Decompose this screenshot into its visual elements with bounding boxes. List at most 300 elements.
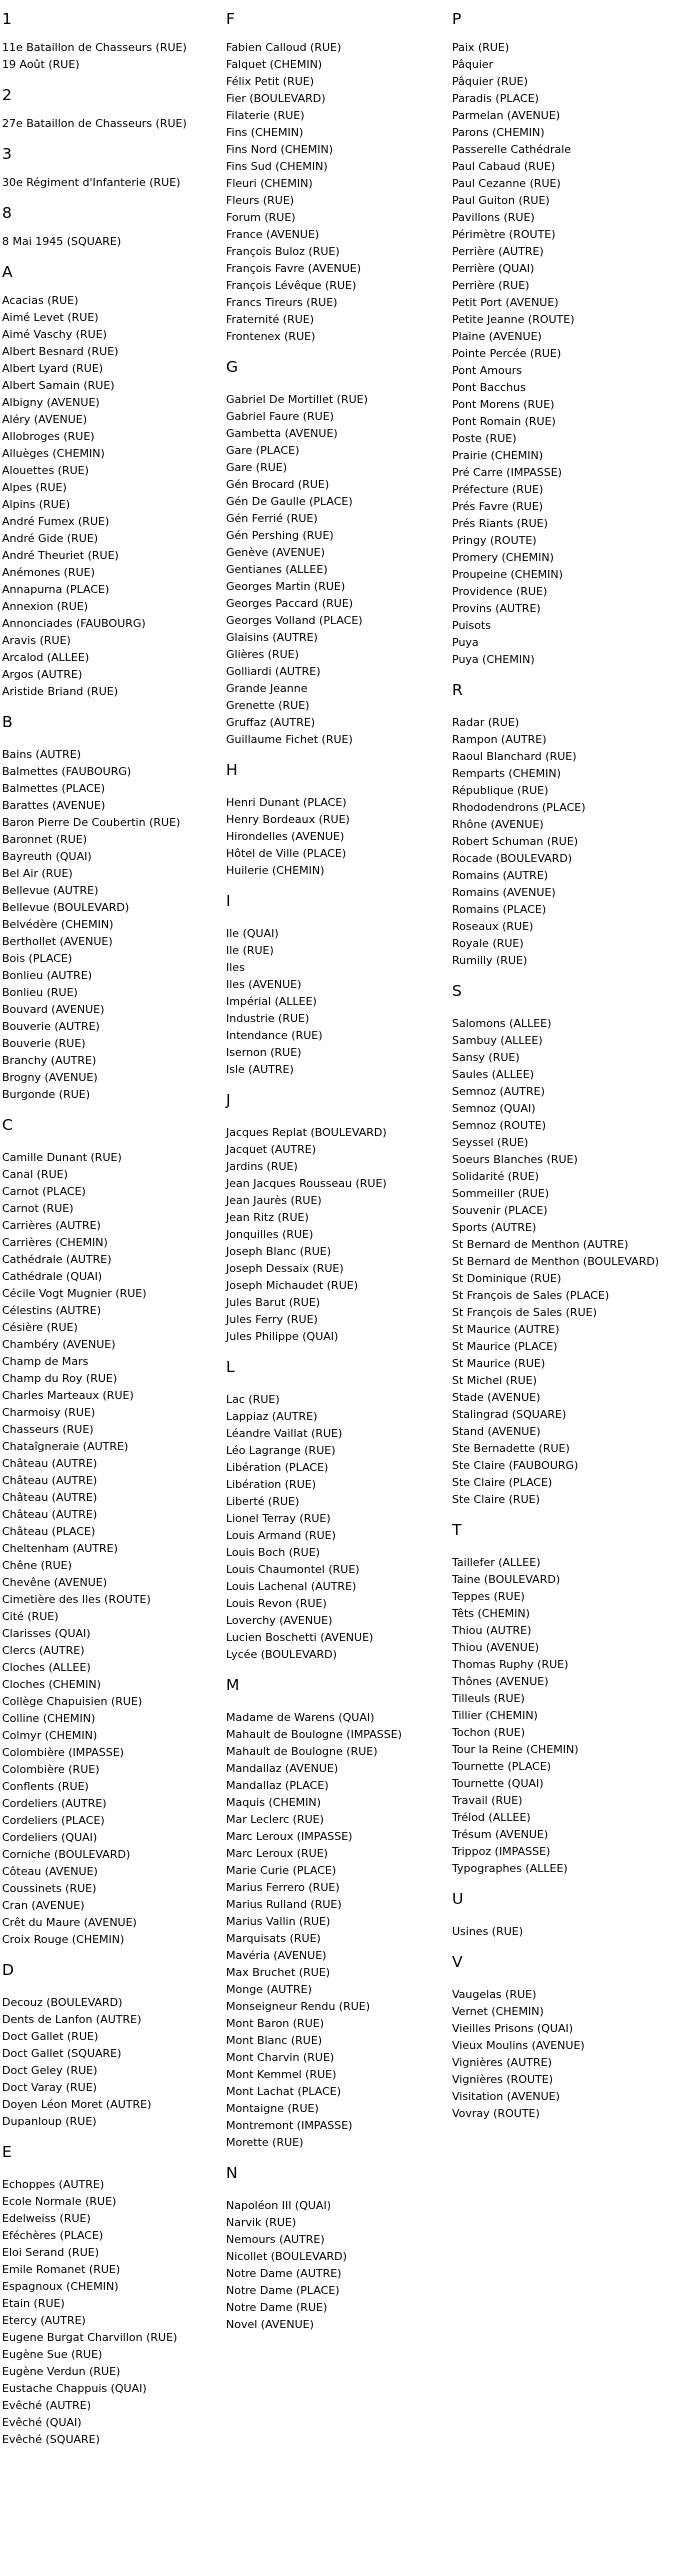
street-link[interactable]: Joseph Blanc (RUE) (226, 1245, 332, 1258)
street-link[interactable]: St Bernard de Menthon (BOULEVARD) (452, 1255, 660, 1268)
street-link[interactable]: Berthollet (AVENUE) (2, 935, 113, 948)
street-link[interactable]: Plaine (AVENUE) (452, 330, 542, 343)
street-link[interactable]: Bouverie (AUTRE) (2, 1020, 100, 1033)
street-link[interactable]: Bellevue (AUTRE) (2, 884, 99, 897)
street-link[interactable]: Rhône (AVENUE) (452, 818, 544, 831)
street-link[interactable]: André Gide (RUE) (2, 532, 99, 545)
street-link[interactable]: Eféchères (PLACE) (2, 2229, 104, 2242)
street-link[interactable]: Espagnoux (CHEMIN) (2, 2280, 119, 2293)
street-link[interactable]: Pont Romain (RUE) (452, 415, 556, 428)
street-link[interactable]: Semnoz (ROUTE) (452, 1119, 547, 1132)
street-link[interactable]: Montremont (IMPASSE) (226, 2119, 353, 2132)
street-link[interactable]: Rocade (BOULEVARD) (452, 852, 573, 865)
street-link[interactable]: Perrière (AUTRE) (452, 245, 544, 258)
street-link[interactable]: Louis Revon (RUE) (226, 1597, 327, 1610)
street-link[interactable]: France (AVENUE) (226, 228, 320, 241)
street-link[interactable]: Doct Geley (RUE) (2, 2064, 98, 2077)
street-link[interactable]: Marc Leroux (RUE) (226, 1847, 328, 1860)
street-link[interactable]: Promery (CHEMIN) (452, 551, 554, 564)
street-link[interactable]: Georges Volland (PLACE) (226, 614, 363, 627)
street-link[interactable]: Jean Ritz (RUE) (226, 1211, 309, 1224)
street-link[interactable]: Allobroges (RUE) (2, 430, 95, 443)
street-link[interactable]: Césière (RUE) (2, 1321, 78, 1334)
street-link[interactable]: St Michel (RUE) (452, 1374, 537, 1387)
street-link[interactable]: Decouz (BOULEVARD) (2, 1996, 123, 2009)
street-link[interactable]: Jardins (RUE) (226, 1160, 298, 1173)
street-link[interactable]: Sports (AUTRE) (452, 1221, 537, 1234)
street-link[interactable]: Lucien Boschetti (AVENUE) (226, 1631, 374, 1644)
street-link[interactable]: Hôtel de Ville (PLACE) (226, 847, 347, 860)
street-link[interactable]: Pointe Percée (RUE) (452, 347, 562, 360)
street-link[interactable]: Lac (RUE) (226, 1393, 280, 1406)
street-link[interactable]: Château (AUTRE) (2, 1474, 98, 1487)
street-link[interactable]: Alpes (RUE) (2, 481, 67, 494)
street-link[interactable]: Rumilly (RUE) (452, 954, 528, 967)
street-link[interactable]: Louis Boch (RUE) (226, 1546, 320, 1559)
street-link[interactable]: St Dominique (RUE) (452, 1272, 562, 1285)
street-link[interactable]: Barattes (AVENUE) (2, 799, 106, 812)
street-link[interactable]: Isernon (RUE) (226, 1046, 302, 1059)
street-link[interactable]: Louis Armand (RUE) (226, 1529, 336, 1542)
street-link[interactable]: 19 Août (RUE) (2, 58, 80, 71)
street-link[interactable]: Thiou (AVENUE) (452, 1641, 540, 1654)
street-link[interactable]: Intendance (RUE) (226, 1029, 323, 1042)
street-link[interactable]: Georges Paccard (RUE) (226, 597, 354, 610)
street-link[interactable]: Thomas Ruphy (RUE) (452, 1658, 569, 1671)
street-link[interactable]: Genève (AVENUE) (226, 546, 325, 559)
street-link[interactable]: Ecole Normale (RUE) (2, 2195, 117, 2208)
street-link[interactable]: Colombière (IMPASSE) (2, 1746, 124, 1759)
street-link[interactable]: Parmelan (AVENUE) (452, 109, 561, 122)
street-link[interactable]: Nicollet (BOULEVARD) (226, 2250, 347, 2263)
street-link[interactable]: Prés Riants (RUE) (452, 517, 548, 530)
street-link[interactable]: Francs Tireurs (RUE) (226, 296, 338, 309)
street-link[interactable]: Fier (BOULEVARD) (226, 92, 326, 105)
street-link[interactable]: Gare (PLACE) (226, 444, 300, 457)
street-link[interactable]: Trélod (ALLEE) (452, 1811, 531, 1824)
street-link[interactable]: Jean Jaurès (RUE) (226, 1194, 322, 1207)
street-link[interactable]: Corniche (BOULEVARD) (2, 1848, 131, 1861)
street-link[interactable]: Gambetta (AVENUE) (226, 427, 338, 440)
street-link[interactable]: Loverchy (AVENUE) (226, 1614, 333, 1627)
street-link[interactable]: Prés Favre (RUE) (452, 500, 544, 513)
street-link[interactable]: Aravis (RUE) (2, 634, 71, 647)
street-link[interactable]: Eugène Verdun (RUE) (2, 2365, 121, 2378)
street-link[interactable]: Anémones (RUE) (2, 566, 95, 579)
street-link[interactable]: Solidarité (RUE) (452, 1170, 539, 1183)
street-link[interactable]: Fleuri (CHEMIN) (226, 177, 313, 190)
street-link[interactable]: St Bernard de Menthon (AUTRE) (452, 1238, 629, 1251)
street-link[interactable]: Vernet (CHEMIN) (452, 2005, 544, 2018)
street-link[interactable]: Cordeliers (PLACE) (2, 1814, 105, 1827)
street-link[interactable]: Prairie (CHEMIN) (452, 449, 544, 462)
street-link[interactable]: Puya (CHEMIN) (452, 653, 535, 666)
street-link[interactable]: Visitation (AVENUE) (452, 2090, 560, 2103)
street-link[interactable]: Salomons (ALLEE) (452, 1017, 552, 1030)
street-link[interactable]: Louis Chaumontel (RUE) (226, 1563, 360, 1576)
street-link[interactable]: Industrie (RUE) (226, 1012, 310, 1025)
street-link[interactable]: St François de Sales (RUE) (452, 1306, 597, 1319)
street-link[interactable]: Marius Ferrero (RUE) (226, 1881, 340, 1894)
street-link[interactable]: Tournette (QUAI) (452, 1777, 544, 1790)
street-link[interactable]: Petite Jeanne (ROUTE) (452, 313, 575, 326)
street-link[interactable]: Mahault de Boulogne (RUE) (226, 1745, 378, 1758)
street-link[interactable]: 8 Mai 1945 (SQUARE) (2, 235, 122, 248)
street-link[interactable]: Ste Bernadette (RUE) (452, 1442, 570, 1455)
street-link[interactable]: Perrière (RUE) (452, 279, 530, 292)
street-link[interactable]: Mavéria (AVENUE) (226, 1949, 327, 1962)
street-link[interactable]: Gruffaz (AUTRE) (226, 716, 316, 729)
street-link[interactable]: Tournette (PLACE) (452, 1760, 552, 1773)
street-link[interactable]: Pont Bacchus (452, 381, 526, 394)
street-link[interactable]: Joseph Dessaix (RUE) (226, 1262, 344, 1275)
street-link[interactable]: Souvenir (PLACE) (452, 1204, 548, 1217)
street-link[interactable]: Glières (RUE) (226, 648, 299, 661)
street-link[interactable]: Carnot (PLACE) (2, 1185, 86, 1198)
street-link[interactable]: Evêché (QUAI) (2, 2416, 82, 2429)
street-link[interactable]: Napoléon III (QUAI) (226, 2199, 331, 2212)
street-link[interactable]: Bellevue (BOULEVARD) (2, 901, 130, 914)
street-link[interactable]: Clarisses (QUAI) (2, 1627, 91, 1640)
street-link[interactable]: Romains (PLACE) (452, 903, 547, 916)
street-link[interactable]: Typographes (ALLEE) (452, 1862, 568, 1875)
street-link[interactable]: Providence (RUE) (452, 585, 548, 598)
street-link[interactable]: Bouvard (AVENUE) (2, 1003, 105, 1016)
street-link[interactable]: Alluèges (CHEMIN) (2, 447, 105, 460)
street-link[interactable]: Burgonde (RUE) (2, 1088, 91, 1101)
street-link[interactable]: Colombière (RUE) (2, 1763, 100, 1776)
street-link[interactable]: François Buloz (RUE) (226, 245, 340, 258)
street-link[interactable]: Marius Vallin (RUE) (226, 1915, 331, 1928)
street-link[interactable]: Forum (RUE) (226, 211, 296, 224)
street-link[interactable]: Louis Lachenal (AUTRE) (226, 1580, 357, 1593)
street-link[interactable]: Saules (ALLEE) (452, 1068, 535, 1081)
street-link[interactable]: Etain (RUE) (2, 2297, 65, 2310)
street-link[interactable]: Mar Leclerc (RUE) (226, 1813, 324, 1826)
street-link[interactable]: Travail (RUE) (452, 1794, 523, 1807)
street-link[interactable]: Taillefer (ALLEE) (452, 1556, 541, 1569)
street-link[interactable]: Carnot (RUE) (2, 1202, 74, 1215)
street-link[interactable]: Henri Dunant (PLACE) (226, 796, 347, 809)
street-link[interactable]: Pavillons (RUE) (452, 211, 535, 224)
street-link[interactable]: Conflents (RUE) (2, 1780, 89, 1793)
street-link[interactable]: Usines (RUE) (452, 1925, 524, 1938)
street-link[interactable]: Grande Jeanne (226, 682, 308, 695)
street-link[interactable]: Ste Claire (RUE) (452, 1493, 540, 1506)
street-link[interactable]: Eugene Burgat Charvillon (RUE) (2, 2331, 178, 2344)
street-link[interactable]: Pré Carre (IMPASSE) (452, 466, 562, 479)
street-link[interactable]: Sommeiller (RUE) (452, 1187, 550, 1200)
street-link[interactable]: Soeurs Blanches (RUE) (452, 1153, 578, 1166)
street-link[interactable]: Jules Ferry (RUE) (226, 1313, 318, 1326)
street-link[interactable]: Dents de Lanfon (AUTRE) (2, 2013, 142, 2026)
street-link[interactable]: Château (AUTRE) (2, 1491, 98, 1504)
street-link[interactable]: Romains (AVENUE) (452, 886, 556, 899)
street-link[interactable]: Passerelle Cathédrale (452, 143, 572, 156)
street-link[interactable]: Glaisins (AUTRE) (226, 631, 318, 644)
street-link[interactable]: Gén Brocard (RUE) (226, 478, 330, 491)
street-link[interactable]: Chasseurs (RUE) (2, 1423, 94, 1436)
street-link[interactable]: Royale (RUE) (452, 937, 524, 950)
street-link[interactable]: Félix Petit (RUE) (226, 75, 315, 88)
street-link[interactable]: Montaigne (RUE) (226, 2102, 319, 2115)
street-link[interactable]: Poste (RUE) (452, 432, 517, 445)
street-link[interactable]: Ste Claire (PLACE) (452, 1476, 553, 1489)
street-link[interactable]: Seyssel (RUE) (452, 1136, 529, 1149)
street-link[interactable]: Cité (RUE) (2, 1610, 59, 1623)
street-link[interactable]: Trippoz (IMPASSE) (452, 1845, 551, 1858)
street-link[interactable]: Cimetière des Iles (ROUTE) (2, 1593, 151, 1606)
street-link[interactable]: François Favre (AVENUE) (226, 262, 362, 275)
street-link[interactable]: Stalingrad (SQUARE) (452, 1408, 567, 1421)
street-link[interactable]: Remparts (CHEMIN) (452, 767, 561, 780)
street-link[interactable]: Roseaux (RUE) (452, 920, 534, 933)
street-link[interactable]: Perrière (QUAI) (452, 262, 535, 275)
street-link[interactable]: Hirondelles (AVENUE) (226, 830, 345, 843)
street-link[interactable]: Têts (CHEMIN) (452, 1607, 530, 1620)
street-link[interactable]: Gén De Gaulle (PLACE) (226, 495, 353, 508)
street-link[interactable]: Joseph Michaudet (RUE) (226, 1279, 358, 1292)
street-link[interactable]: Marquisats (RUE) (226, 1932, 321, 1945)
street-link[interactable]: Doct Varay (RUE) (2, 2081, 97, 2094)
street-link[interactable]: Marc Leroux (IMPASSE) (226, 1830, 353, 1843)
street-link[interactable]: Gabriel De Mortillet (RUE) (226, 393, 368, 406)
street-link[interactable]: Brogny (AVENUE) (2, 1071, 98, 1084)
street-link[interactable]: Baron Pierre De Coubertin (RUE) (2, 816, 181, 829)
street-link[interactable]: Lycée (BOULEVARD) (226, 1648, 337, 1661)
street-link[interactable]: Notre Dame (RUE) (226, 2301, 328, 2314)
street-link[interactable]: Mont Lachat (PLACE) (226, 2085, 342, 2098)
street-link[interactable]: Jacquet (AUTRE) (226, 1143, 317, 1156)
street-link[interactable]: Paul Cezanne (RUE) (452, 177, 561, 190)
street-link[interactable]: Charles Marteaux (RUE) (2, 1389, 134, 1402)
street-link[interactable]: République (RUE) (452, 784, 549, 797)
street-link[interactable]: Fins Nord (CHEMIN) (226, 143, 333, 156)
street-link[interactable]: Notre Dame (AUTRE) (226, 2267, 342, 2280)
street-link[interactable]: Narvik (RUE) (226, 2216, 297, 2229)
street-link[interactable]: Tillier (CHEMIN) (452, 1709, 538, 1722)
street-link[interactable]: Canal (RUE) (2, 1168, 68, 1181)
street-link[interactable]: Parons (CHEMIN) (452, 126, 545, 139)
street-link[interactable]: Annapurna (PLACE) (2, 583, 110, 596)
street-link[interactable]: Vieilles Prisons (QUAI) (452, 2022, 574, 2035)
street-link[interactable]: François Lévêque (RUE) (226, 279, 357, 292)
street-link[interactable]: Sansy (RUE) (452, 1051, 520, 1064)
street-link[interactable]: 11e Bataillon de Chasseurs (RUE) (2, 41, 187, 54)
street-link[interactable]: Champ du Roy (RUE) (2, 1372, 118, 1385)
street-link[interactable]: Baronnet (RUE) (2, 833, 88, 846)
street-link[interactable]: Cran (AVENUE) (2, 1899, 85, 1912)
street-link[interactable]: André Theuriet (RUE) (2, 549, 119, 562)
street-link[interactable]: Pâquier (RUE) (452, 75, 528, 88)
street-link[interactable]: Etercy (AUTRE) (2, 2314, 86, 2327)
street-link[interactable]: Cordeliers (AUTRE) (2, 1797, 107, 1810)
street-link[interactable]: Proupeine (CHEMIN) (452, 568, 563, 581)
street-link[interactable]: Albert Besnard (RUE) (2, 345, 119, 358)
street-link[interactable]: Mandallaz (AVENUE) (226, 1762, 339, 1775)
street-link[interactable]: Mahault de Boulogne (IMPASSE) (226, 1728, 402, 1741)
street-link[interactable]: Georges Martin (RUE) (226, 580, 346, 593)
street-link[interactable]: Ste Claire (FAUBOURG) (452, 1459, 579, 1472)
street-link[interactable]: Camille Dunant (RUE) (2, 1151, 122, 1164)
street-link[interactable]: Radar (RUE) (452, 716, 520, 729)
street-link[interactable]: Pont Amours (452, 364, 522, 377)
street-link[interactable]: Fraternité (RUE) (226, 313, 315, 326)
street-link[interactable]: Gén Ferrié (RUE) (226, 512, 318, 525)
street-link[interactable]: Acacias (RUE) (2, 294, 79, 307)
street-link[interactable]: Eloi Serand (RUE) (2, 2246, 99, 2259)
street-link[interactable]: Colmyr (CHEMIN) (2, 1729, 98, 1742)
street-link[interactable]: Cordeliers (QUAI) (2, 1831, 98, 1844)
street-link[interactable]: Puisots (452, 619, 491, 632)
street-link[interactable]: Aimé Vaschy (RUE) (2, 328, 107, 341)
street-link[interactable]: Marius Rulland (RUE) (226, 1898, 342, 1911)
street-link[interactable]: Collège Chapuisien (RUE) (2, 1695, 143, 1708)
street-link[interactable]: Cloches (CHEMIN) (2, 1678, 101, 1691)
street-link[interactable]: Frontenex (RUE) (226, 330, 316, 343)
street-link[interactable]: Annexion (RUE) (2, 600, 89, 613)
street-link[interactable]: Champ de Mars (2, 1355, 89, 1368)
street-link[interactable]: Echoppes (AUTRE) (2, 2178, 105, 2191)
street-link[interactable]: Cloches (ALLEE) (2, 1661, 91, 1674)
street-link[interactable]: Vaugelas (RUE) (452, 1988, 537, 2001)
street-link[interactable]: Annonciades (FAUBOURG) (2, 617, 146, 630)
street-link[interactable]: Albert Lyard (RUE) (2, 362, 104, 375)
street-link[interactable]: Raoul Blanchard (RUE) (452, 750, 577, 763)
street-link[interactable]: Fabien Calloud (RUE) (226, 41, 342, 54)
street-link[interactable]: Aimé Levet (RUE) (2, 311, 99, 324)
street-link[interactable]: Marie Curie (PLACE) (226, 1864, 337, 1877)
street-link[interactable]: André Fumex (RUE) (2, 515, 110, 528)
street-link[interactable]: Croix Rouge (CHEMIN) (2, 1933, 125, 1946)
street-link[interactable]: Paul Guiton (RUE) (452, 194, 550, 207)
street-link[interactable]: Puya (452, 636, 479, 649)
street-link[interactable]: Mont Kemmel (RUE) (226, 2068, 337, 2081)
street-link[interactable]: Albigny (AVENUE) (2, 396, 100, 409)
street-link[interactable]: Bel Air (RUE) (2, 867, 73, 880)
street-link[interactable]: Lappiaz (AUTRE) (226, 1410, 318, 1423)
street-link[interactable]: Château (PLACE) (2, 1525, 96, 1538)
street-link[interactable]: Clercs (AUTRE) (2, 1644, 85, 1657)
street-link[interactable]: Dupanloup (RUE) (2, 2115, 97, 2128)
street-link[interactable]: St Maurice (RUE) (452, 1357, 546, 1370)
street-link[interactable]: Vieux Moulins (AVENUE) (452, 2039, 585, 2052)
street-link[interactable]: Aléry (AVENUE) (2, 413, 87, 426)
street-link[interactable]: Préfecture (RUE) (452, 483, 544, 496)
street-link[interactable]: Gabriel Faure (RUE) (226, 410, 334, 423)
street-link[interactable]: Mandallaz (PLACE) (226, 1779, 329, 1792)
street-link[interactable]: Paradis (PLACE) (452, 92, 539, 105)
street-link[interactable]: Doct Gallet (SQUARE) (2, 2047, 122, 2060)
street-link[interactable]: St Maurice (AUTRE) (452, 1323, 560, 1336)
street-link[interactable]: 27e Bataillon de Chasseurs (RUE) (2, 117, 187, 130)
street-link[interactable]: Thônes (AVENUE) (452, 1675, 549, 1688)
street-link[interactable]: Bonlieu (RUE) (2, 986, 78, 999)
street-link[interactable]: St François de Sales (PLACE) (452, 1289, 610, 1302)
street-link[interactable]: Léandre Vaillat (RUE) (226, 1427, 343, 1440)
street-link[interactable]: Mont Blanc (RUE) (226, 2034, 323, 2047)
street-link[interactable]: Crêt du Maure (AVENUE) (2, 1916, 137, 1929)
street-link[interactable]: Arcalod (ALLEE) (2, 651, 90, 664)
street-link[interactable]: Bois (PLACE) (2, 952, 73, 965)
street-link[interactable]: Carrières (CHEMIN) (2, 1236, 108, 1249)
street-link[interactable]: Jonquilles (RUE) (226, 1228, 314, 1241)
street-link[interactable]: Balmettes (PLACE) (2, 782, 106, 795)
street-link[interactable]: Robert Schuman (RUE) (452, 835, 579, 848)
street-link[interactable]: Golliardi (AUTRE) (226, 665, 321, 678)
street-link[interactable]: Grenette (RUE) (226, 699, 310, 712)
street-link[interactable]: Nemours (AUTRE) (226, 2233, 325, 2246)
street-link[interactable]: Doyen Léon Moret (AUTRE) (2, 2098, 152, 2111)
street-link[interactable]: Alouettes (RUE) (2, 464, 89, 477)
street-link[interactable]: Maquis (CHEMIN) (226, 1796, 321, 1809)
street-link[interactable]: Notre Dame (PLACE) (226, 2284, 340, 2297)
street-link[interactable]: Isle (AUTRE) (226, 1063, 294, 1076)
street-link[interactable]: Doct Gallet (RUE) (2, 2030, 99, 2043)
street-link[interactable]: Vignières (AUTRE) (452, 2056, 552, 2069)
street-link[interactable]: Paix (RUE) (452, 41, 510, 54)
street-link[interactable]: Balmettes (FAUBOURG) (2, 765, 132, 778)
street-link[interactable]: Liberté (RUE) (226, 1495, 300, 1508)
street-link[interactable]: Cécile Vogt Mugnier (RUE) (2, 1287, 147, 1300)
street-link[interactable]: Iles (AVENUE) (226, 978, 302, 991)
street-link[interactable]: 30e Régiment d'Infanterie (RUE) (2, 176, 181, 189)
street-link[interactable]: Aristide Briand (RUE) (2, 685, 118, 698)
street-link[interactable]: Rhododendrons (PLACE) (452, 801, 586, 814)
street-link[interactable]: Stand (AVENUE) (452, 1425, 541, 1438)
street-link[interactable]: Semnoz (QUAI) (452, 1102, 536, 1115)
street-link[interactable]: Coussinets (RUE) (2, 1882, 97, 1895)
street-link[interactable]: Max Bruchet (RUE) (226, 1966, 331, 1979)
street-link[interactable]: Château (AUTRE) (2, 1508, 98, 1521)
street-link[interactable]: Gentianes (ALLEE) (226, 563, 328, 576)
street-link[interactable]: Morette (RUE) (226, 2136, 304, 2149)
street-link[interactable]: Fleurs (RUE) (226, 194, 295, 207)
street-link[interactable]: Teppes (RUE) (452, 1590, 525, 1603)
street-link[interactable]: Huilerie (CHEMIN) (226, 864, 325, 877)
street-link[interactable]: Alpins (RUE) (2, 498, 71, 511)
street-link[interactable]: Trésum (AVENUE) (452, 1828, 549, 1841)
street-link[interactable]: Tilleuls (RUE) (452, 1692, 525, 1705)
street-link[interactable]: Falquet (CHEMIN) (226, 58, 323, 71)
street-link[interactable]: Libération (RUE) (226, 1478, 316, 1491)
street-link[interactable]: Petit Port (AVENUE) (452, 296, 559, 309)
street-link[interactable]: Ile (RUE) (226, 944, 274, 957)
street-link[interactable]: Monseigneur Rendu (RUE) (226, 2000, 371, 2013)
street-link[interactable]: Semnoz (AUTRE) (452, 1085, 545, 1098)
street-link[interactable]: Mont Charvin (RUE) (226, 2051, 335, 2064)
street-link[interactable]: Edelweiss (RUE) (2, 2212, 91, 2225)
street-link[interactable]: Bonlieu (AUTRE) (2, 969, 93, 982)
street-link[interactable]: Taine (BOULEVARD) (452, 1573, 561, 1586)
street-link[interactable]: Lionel Terray (RUE) (226, 1512, 331, 1525)
street-link[interactable]: Vignières (ROUTE) (452, 2073, 553, 2086)
street-link[interactable]: Ile (QUAI) (226, 927, 279, 940)
street-link[interactable]: Chêne (RUE) (2, 1559, 72, 1572)
street-link[interactable]: Fins Sud (CHEMIN) (226, 160, 328, 173)
street-link[interactable]: Evêché (AUTRE) (2, 2399, 91, 2412)
street-link[interactable]: Impérial (ALLEE) (226, 995, 317, 1008)
street-link[interactable]: Romains (AUTRE) (452, 869, 549, 882)
street-link[interactable]: Evêché (SQUARE) (2, 2433, 100, 2446)
street-link[interactable]: Stade (AVENUE) (452, 1391, 541, 1404)
street-link[interactable]: Iles (226, 961, 245, 974)
street-link[interactable]: Colline (CHEMIN) (2, 1712, 96, 1725)
street-link[interactable]: Thiou (AUTRE) (452, 1624, 532, 1637)
street-link[interactable]: Charmoisy (RUE) (2, 1406, 96, 1419)
street-link[interactable]: Cheltenham (AUTRE) (2, 1542, 118, 1555)
street-link[interactable]: Eustache Chappuis (QUAI) (2, 2382, 147, 2395)
